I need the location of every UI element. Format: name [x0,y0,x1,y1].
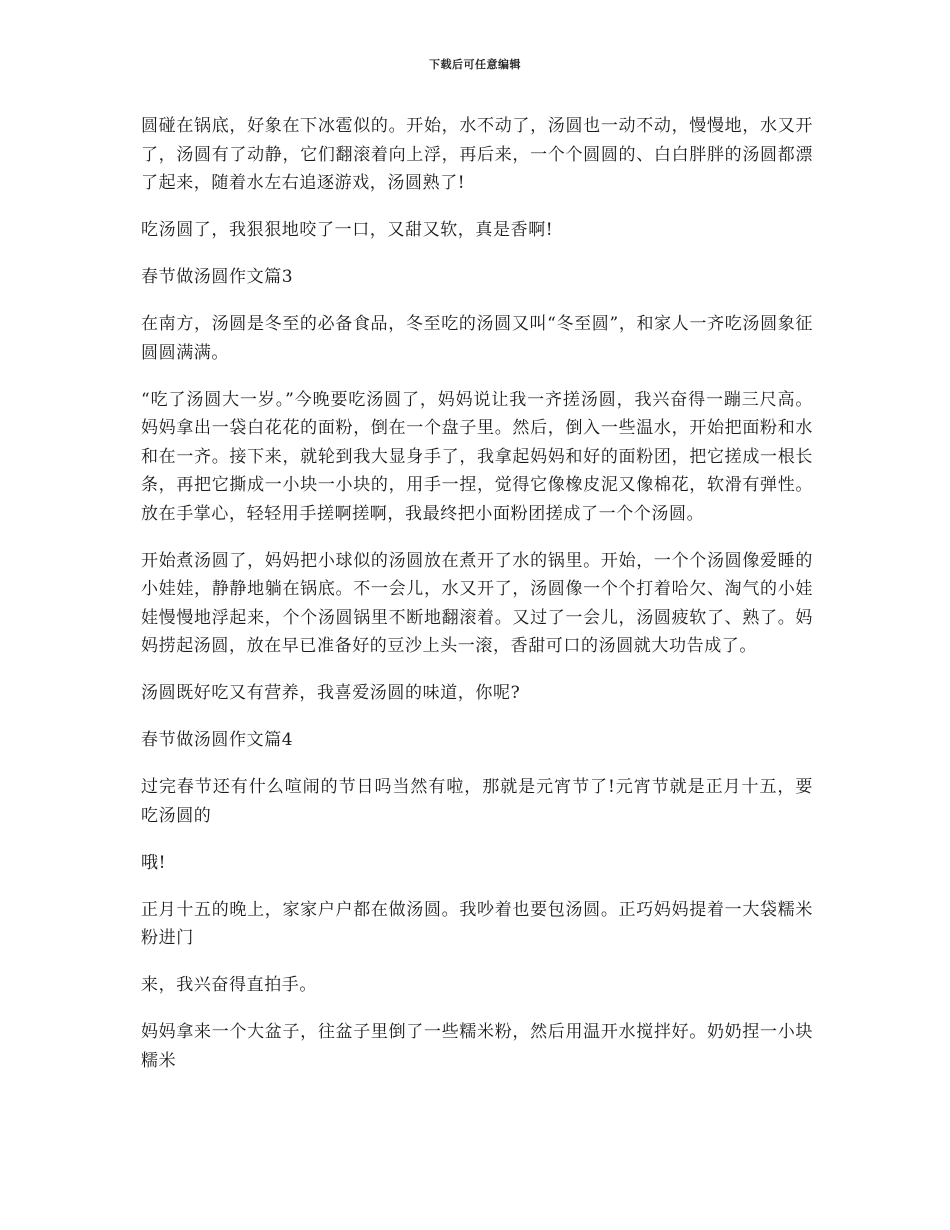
document-body [141,112,813,1094]
paragraph: 圆碰在锅底，好象在下冰雹似的。开始，水不动了，汤圆也一动不动，慢慢地，水又开了，汤圆有了动静，它们翻滚着向上浮，再后来，一个个圆圆的、白白胖胖的汤圆都漂了起来，随着水左右追逐游戏，汤圆熟了! [141,116,813,193]
paragraph: 在南方，汤圆是冬至的必备食品，冬至吃的汤圆又叫“冬至圆”，和家人一齐吃汤圆象征圆圆满满。 [141,314,813,363]
page-header: 下载后可任意编辑 [429,58,521,71]
paragraph: 开始煮汤圆了，妈妈把小球似的汤圆放在煮开了水的锅里。开始，一个个汤圆像爱睡的小娃娃，静静地躺在锅底。不一会儿，水又开了，汤圆像一个个打着哈欠、淘气的小娃娃慢慢地浮起来，个个汤圆锅里不断地翻滚着。又过了一会儿，汤圆疲软了、熟了。妈妈捞起汤圆，放在早已准备好的豆沙上头一滚，香甜可口的汤圆就大功告成了。 [141,550,813,656]
section-heading: 春节做汤圆作文篇4 [141,730,294,750]
paragraph: “吃了汤圆大一岁。”今晚要吃汤圆了，妈妈说让我一齐搓汤圆，我兴奋得一蹦三尺高。妈妈拿出一袋白花花的面粉，倒在一个盘子里。然后，倒入一些温水，开始把面粉和水和在一齐。接下来，就轮到我大显身手了，我拿起妈妈和好的面粉团，把它搓成一根长条，再把它撕成一小块一小块的，用手一捏，觉得它像橡皮泥又像棉花，软滑有弹性。放在手掌心，轻轻用手搓啊搓啊，我最终把小面粉团搓成了一个个汤圆。 [141,389,813,524]
paragraph: 妈妈拿来一个大盆子，往盆子里倒了一些糯米粉，然后用温开水搅拌好。奶奶捏一小块糯米 [141,1022,813,1071]
paragraph: 来，我兴奋得直拍手。 [141,975,317,995]
paragraph: 吃汤圆了，我狠狠地咬了一口，又甜又软，真是香啊! [141,220,554,240]
paragraph: 正月十五的晚上，家家户户都在做汤圆。我吵着也要包汤圆。正巧妈妈提着一大袋糯米粉进门 [141,899,813,948]
paragraph: 汤圆既好吃又有营养，我喜爱汤圆的味道，你呢? [141,683,521,703]
section-heading: 春节做汤圆作文篇3 [141,267,294,287]
paragraph: 过完春节还有什么喧闹的节日吗当然有啦，那就是元宵节了!元宵节就是正月十五，要吃汤圆的 [141,777,813,826]
paragraph: 哦! [141,852,167,873]
